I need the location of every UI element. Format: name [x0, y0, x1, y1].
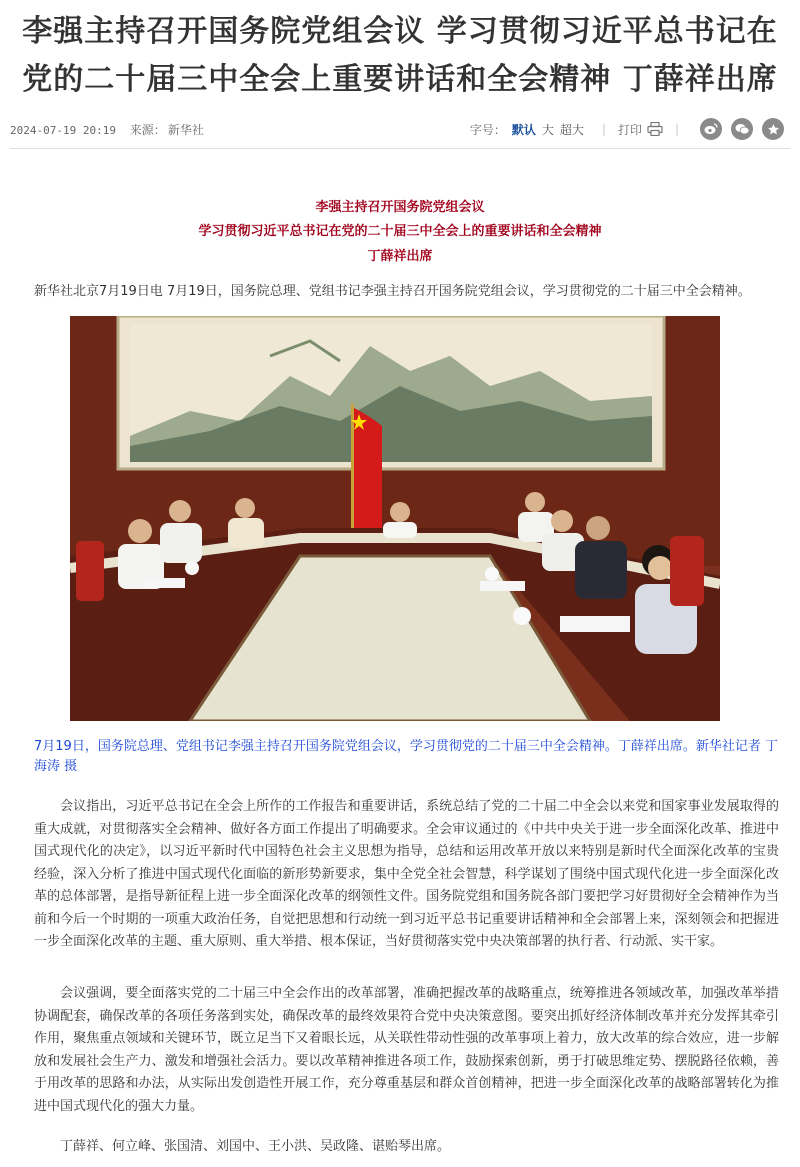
meta-separator: |: [674, 122, 679, 136]
print-label: 打印: [617, 122, 642, 137]
printer-icon: [647, 122, 663, 136]
font-size-label: 字号：: [469, 122, 506, 137]
header-divider: [10, 148, 790, 149]
article-meta-bar: [10, 118, 790, 140]
photo-caption: 7月19日，国务院总理、党组书记李强主持召开国务院党组会议，学习贯彻党的二十届三中全会精神。丁薛祥出席。新华社记者 丁海涛 摄: [34, 739, 778, 774]
font-size-default[interactable]: 默认: [511, 122, 536, 137]
favorite-icon[interactable]: [762, 118, 784, 140]
meeting-photo: [70, 316, 720, 721]
article-headline: 李强主持召开国务院党组会议 学习贯彻习近平总书记在党的二十届三中全会上重要讲话和全会精神 丁薛祥出席: [22, 14, 778, 97]
meta-right: [470, 118, 784, 140]
body-paragraph-1: 会议指出，习近平总书记在全会上所作的工作报告和重要讲话，系统总结了党的二十届二中全会以来党和国家事业发展取得的重大成就，对贯彻落实全会精神、做好各方面工作提出了明确要求。全会审议通过的《中共中央关于进一步全面深化改革、推进中国式现代化的决定》，以习近平新时代中国特色社会主义思想为指导，总结和运用改革开放以来特别是新时代全面深化改革的宝贵经验，深入分析了推进中国式现代化面临的新形势新要求，集中全党全社会智慧，科学谋划了围绕中国式现代化进一步全面深化改革的总体部署，是指导新征程上进一步全面深化改革的纲领性文件。国务院党组和国务院各部门要把学习好贯彻好全会精神作为当前和今后一个时期的一项重大政治任务，自觉把思想和行动统一到习近平总书记重要讲话精神和全会部署上来，深刻领会和把握进一步全面深化改革的主题、重大原则、重大举措、根本保证，当好贯彻落实党中央决策部署的执行者、行动派、实干家。: [34, 799, 779, 949]
font-size-xlarge[interactable]: 超大: [559, 122, 584, 137]
body-paragraph-2: 会议强调，要全面落实党的二十届三中全会作出的改革部署，准确把握改革的战略重点，统筹推进各领域改革，加强改革举措协调配套，确保改革的各项任务落到实处，确保改革的最终效果符合党中央决策意图。要突出抓好经济体制改革并充分发挥其牵引作用，聚焦重点领域和关键环节，既立足当下又着眼长远，从关联性带动性强的改革事项上着力，放大改革的综合效应，进一步解放和发展社会生产力、激发和增强社会活力。要以改革精神推进各项工作，鼓励探索创新，勇于打破思维定势、摆脱路径依赖，善于用改革的思路和办法，从实际出发创造性开展工作，充分尊重基层和群众首创精神，把进一步全面深化改革的战略部署转化为推进中国式现代化的强大力量。: [34, 986, 779, 1114]
body-paragraph-3: 丁薛祥、何立峰、张国清、刘国中、王小洪、吴政隆、谌贻琴出席。: [60, 1139, 451, 1154]
source-name: 新华社: [167, 123, 204, 137]
subtitle-line-2: 学习贯彻习近平总书记在党的二十届三中全会上的重要讲话和全会精神: [198, 224, 602, 239]
publish-date: 2024-07-19 20:19: [10, 124, 116, 137]
font-size-large[interactable]: 大: [541, 122, 554, 137]
meta-separator: |: [601, 122, 606, 136]
subtitle-line-1: 李强主持召开国务院党组会议: [315, 200, 485, 215]
print-button[interactable]: [618, 121, 663, 138]
meta-left: [10, 121, 214, 138]
wechat-icon[interactable]: [731, 118, 753, 140]
lead-paragraph: 新华社北京7月19日电 7月19日，国务院总理、党组书记李强主持召开国务院党组会议，学习贯彻党的二十届三中全会精神。: [34, 284, 751, 299]
source-label: 来源：: [129, 123, 166, 137]
subtitle-line-3: 丁薛祥出席: [367, 249, 433, 264]
weibo-icon[interactable]: [700, 118, 722, 140]
